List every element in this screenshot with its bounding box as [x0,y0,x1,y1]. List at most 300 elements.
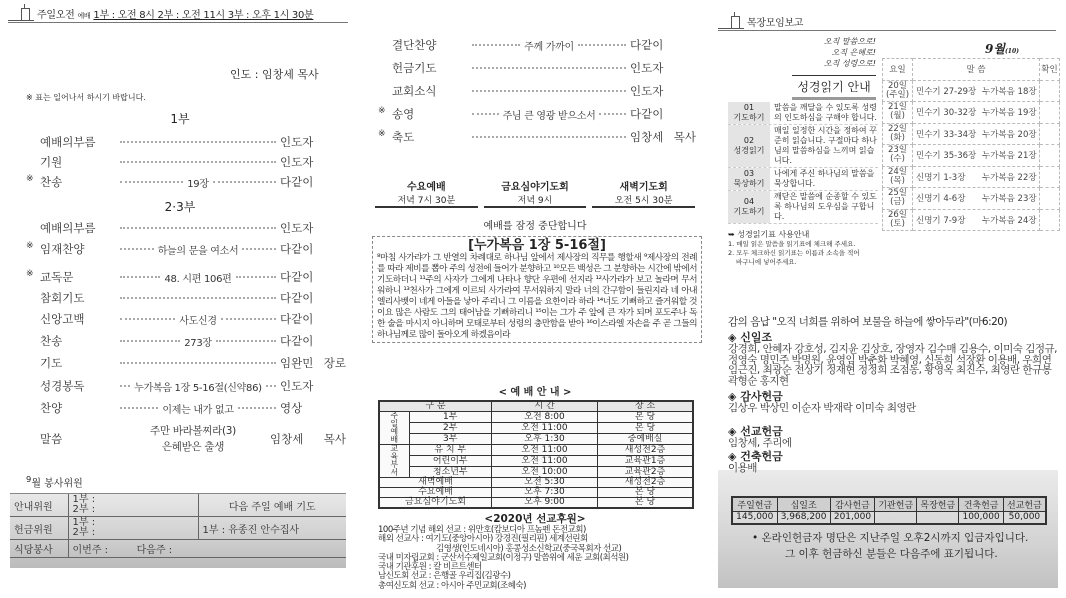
dot-leader [120,161,276,163]
schedule-cell: 중예배실 [598,434,693,445]
offering-value [875,512,917,524]
passage-nt: 누가복음 24장 [982,215,1037,226]
content-text: 이제는 내가 없고 [162,404,234,416]
liturgy-label [26,311,116,327]
liturgy-content [116,270,280,285]
liturgy-row [378,82,696,100]
dot-leader [236,276,276,278]
offering-header: 십일조 [777,497,830,512]
offering-value: 201,000 [830,512,875,524]
mission-line: 100주년 기념 해외 선교 : 위만호(캄보디아 프놈펜 돈전교회) [378,525,586,535]
dot-leader [120,181,183,183]
step-desc-text: 말씀을 깨달을 수 있도록 성령의 인도하심을 구해야 합니다. [774,103,877,122]
plan-passages [913,80,1040,102]
liturgy-person: 다같이 [280,175,314,189]
mission-line: 국내 미자립교회 : 군산서수제일교회(이정구) 말씀위에 세운 교회(최석원) [378,552,629,563]
section-names: 임창세, 주리에 [728,436,792,449]
dot-leader [216,340,276,342]
church-logo-icon [8,7,34,21]
liturgy-item: 축도 [392,130,415,144]
liturgy-label [378,129,468,145]
section-mission [728,426,1060,449]
liturgy-label [26,154,116,170]
section-tithe [728,332,1060,386]
dot-leader [213,181,276,183]
scripture-title: [누가복음 1장 5-16절] [468,238,606,253]
liturgy-row [26,173,346,191]
schedule-cell: 본 당 [598,423,693,434]
liturgy-row [378,128,696,146]
stand-mark [26,154,40,170]
liturgy-row [26,289,346,307]
weekly-time: 저녁 9시 [517,196,553,206]
liturgy-label [378,106,468,122]
stand-mark: ※ [378,129,386,139]
stand-mark: ※ [378,106,386,116]
dot-leader [472,113,499,115]
plan-check[interactable] [1040,102,1060,124]
liturgy-row [26,133,346,151]
passage-nt: 누가복음 22장 [982,172,1037,183]
slogan: 오직 말씀으로! [823,37,876,46]
day-date: 20일 [887,80,908,91]
passage-ot: 민수기 35-36장 [916,151,977,162]
liturgy-item: 교회소식 [392,84,437,98]
liturgy-label [26,134,116,150]
stand-mark [378,60,392,76]
col-header: 구 분 [379,401,491,412]
service-title [26,474,83,489]
church-logo-icon [718,15,744,29]
liturgy-person: 임완민 장로 [280,356,346,370]
reading-step [728,125,878,168]
liturgy-item: 참회기도 [40,291,85,305]
plan-check[interactable] [1040,123,1060,145]
schedule-cell: 수요예배 [379,488,491,498]
liturgy-person: 다같이 [630,38,664,52]
day-date: 21일 [887,102,908,113]
schedule-cell: 금요심야기도회 [379,498,491,509]
offering-table [731,496,1047,525]
slogan: 오직 은혜로! [831,48,876,57]
meal-next-week: 다음주 : [136,545,173,556]
liturgy-item: 예배의부름 [40,135,96,149]
plan-month-text: 9월 [985,42,1005,56]
liturgy-content [116,362,280,364]
liturgy-content [116,175,280,190]
liturgy-item: 예배의부름 [40,221,96,235]
passage-nt: 누가복음 18장 [982,86,1037,97]
dot-leader [472,90,626,92]
offering-header: 기관헌금 [875,497,917,512]
offering-1: 1부 : [72,517,96,528]
liturgy-content [116,312,280,327]
content-text: 하늘의 문을 여소서 [157,245,239,257]
step-desc-text: 매일 일정한 시간을 정하여 꾸준히 읽습니다. 구절마다 하나님의 말씀하심을 느끼며 읽습니다. [774,126,877,165]
schedule-row [379,456,693,467]
liturgy-label [378,83,468,99]
schedule-cell: 본 당 [598,412,693,423]
leader: 인도 : 임창세 목사 [230,68,319,81]
liturgy-label [26,290,116,306]
usage-item: 2. 모두 체크하신 읽기표는 이름과 소속을 적어 [728,249,860,257]
liturgy-label [26,378,116,394]
dot-leader [266,385,276,387]
liturgy-row [26,354,346,372]
dot-leader [120,248,154,250]
schedule-cell: 오후 9:00 [491,498,597,509]
usher-1: 1부 : [72,494,96,505]
liturgy-content [116,401,280,416]
passage-nt: 누가복음 19장 [982,108,1037,119]
plan-passages [913,209,1040,231]
passage-ot: 신명기 7-9장 [916,215,966,226]
liturgy-row [26,219,346,237]
dot-leader [221,318,276,320]
liturgy-person: 다같이 [630,107,664,121]
plan-check[interactable] [1040,80,1060,102]
stand-mark [378,83,392,99]
liturgy-label [26,241,116,257]
right-header [718,14,1056,31]
liturgy-content [468,90,630,92]
sermon-label: 말씀 [40,432,63,446]
mission-line: 국내 기관후원 : 칼 비르트센터 [378,562,482,573]
stand-mark [378,37,392,53]
dot-leader [472,136,626,138]
liturgy-item: 임재찬양 [40,242,85,256]
liturgy-content [468,136,630,138]
content-text: 주께 가까이 [524,41,574,53]
standing-note: ※ 표는 일어나서 하시기 바랍니다. [26,93,146,102]
offering-value: 145,000 [732,512,777,524]
scripture-text: ⁸마침 사가랴가 그 반열의 차례대로 하나님 앞에서 제사장의 직무를 행할새 ⁹제사장의 전례를 따라 제비를 뽑아 주의 성전에 들어가 분향하고 ¹⁰모든 백성은 그 분향하는 시간에 밖에서 기도하더니 ¹¹주의 사자가 그에게 나타나 향단 우편에 선지라 ¹²사가랴가 보고 놀라며 무서워하니 ¹³천사가 그에게 이르되 사가랴여 무서워하지 말라 너의 간구함이 들린지라 네 아내 엘리사벳이 네게 아들을 낳아 주리니 그 이름을 요한이라 하라 ¹⁴너도 기뻐하고 즐거워할 것이요 많은 사람도 그의 태어남을 기뻐하리니 ¹⁵이는 그가 주 앞에 큰 자가 되며 포도주나 독한 술을 마시지 아니하며 모태로부터 성령의 충만함을 받아 ¹⁶이스라엘 자손을 주 곧 그들의 하나님께로 많이 돌아오게 하겠음이라 [377,253,697,340]
liturgy-item: 신앙고백 [40,312,85,326]
suspend-notice: 예배를 잠정 중단합니다 [483,221,587,232]
usage-title: 성경읽기표 사용안내 [737,230,810,239]
step-desc [770,125,878,167]
liturgy-content [116,242,280,257]
liturgy-row [26,310,346,328]
stand-mark: ※ [26,174,34,184]
schedule-cell: 오전 10:00 [491,467,597,478]
group-name: 주일예배 [379,412,409,445]
stand-mark [26,134,40,150]
liturgy-content [468,107,630,122]
passage-ot: 신명기 4-6장 [916,194,966,205]
content-text: 19장 [187,178,209,190]
schedule-cell: 1부 [409,412,491,423]
schedule-cell: 오전 11:00 [491,445,597,456]
step-desc-text: 깨닫은 말씀에 순종할 수 있도록 하나님의 도우심을 구합니다. [774,192,877,221]
guide-title: < 예 배 안 내 > [498,387,572,398]
section-thanks [728,391,1060,414]
liturgy-content [116,161,280,163]
liturgy-item: 찬송 [40,334,63,348]
liturgy-row [26,268,346,286]
offering-header: 건축헌금 [959,497,1004,512]
plan-passages [913,166,1040,188]
weekly-name: 수요예배 [407,182,446,193]
slogan: 오직 성령으로! [823,59,876,68]
liturgy-label [26,269,116,285]
liturgy-item: 기도 [40,356,63,370]
reading-step [728,191,878,224]
step-number: 02 [743,136,755,145]
mission-line: 총여신도회 선교 : 아시아 주민교회(조혜숙) [378,580,526,591]
role-offering: 헌금위원 [10,517,68,540]
day-weekday: (화) [890,132,905,143]
liturgy-row [378,105,696,123]
dot-leader [120,276,160,278]
mission-line: 남신도회 선교 : 은행골 우리집(김광수) [378,571,511,582]
part1-title: 1부 [170,112,190,126]
passage-ot: 신명기 1-3장 [916,172,966,183]
plan-day [883,188,913,210]
step-key [728,125,770,167]
plan-passages [913,145,1040,167]
section-names: 김상우 박상민 이순자 박재락 이미숙 최영란 [728,402,916,414]
schedule-cell: 교육관2층 [598,467,693,478]
stand-mark: ※ [26,241,34,251]
plan-day [883,102,913,124]
liturgy-person: 다같이 [280,291,314,305]
dot-leader [120,362,276,364]
offering-value: 3,968,200 [777,512,830,524]
schedule-row [379,445,693,456]
step-name: 묵상하기 [733,179,765,188]
plan-day [883,209,913,231]
schedule-cell: 오후 7:30 [491,488,597,498]
usage-item: 1. 매일 읽은 말씀을 읽기표에 체크해 주세요. [728,240,856,248]
step-number: 01 [743,103,755,112]
plan-day [883,123,913,145]
section-building [728,451,1060,474]
group-name: 교육부서 [379,445,409,478]
stand-mark [26,311,40,327]
day-weekday: (토) [890,218,905,229]
plan-row [883,123,1060,145]
content-text: 사도신경 [179,315,217,327]
liturgy-row [378,36,696,54]
step-name: 성경읽기 [733,146,765,155]
liturgy-row [26,399,346,417]
header-title: 목장모임보고 [747,18,804,29]
weekly-time: 오전 5시 30분 [614,196,673,206]
schedule-cell: 오전 8:00 [491,412,597,423]
passage-nt: 누가복음 23장 [982,194,1037,205]
plan-day [883,166,913,188]
liturgy-person: 영상 [280,401,303,415]
liturgy-person: 인도자 [280,155,314,169]
dot-leader [120,340,180,342]
day-weekday: (주일) [885,89,910,100]
day-date: 22일 [887,123,908,134]
dot-leader [599,113,626,115]
stand-mark [26,400,40,416]
scripture-box [372,236,702,343]
offering-header: 선교헌금 [1003,497,1046,512]
offering-value: 100,000 [959,512,1004,524]
dot-leader [120,141,276,143]
meal-this-week: 이번주 : [72,545,109,556]
plan-check[interactable] [1040,145,1060,167]
schedule-cell: 새성전2층 [598,445,693,456]
liturgy-item: 찬송 [40,175,63,189]
schedule-row [379,467,693,478]
header-title-small: 예배 [77,12,91,20]
content-text: 273장 [184,337,212,349]
liturgy-label [378,37,468,53]
step-key [728,168,770,190]
liturgy-content [116,334,280,349]
schedule-row [379,488,693,498]
reading-step [728,102,878,125]
plan-check[interactable] [1040,188,1060,210]
liturgy-item: 송영 [392,107,415,121]
stand-mark [26,220,40,236]
liturgy-row [26,240,346,258]
liturgy-row [26,153,346,171]
passage-ot: 민수기 30-32장 [916,108,977,119]
content-text: 누가복음 1장 5-16절(신약86) [134,382,262,394]
service-table [10,493,346,568]
dot-leader [120,407,158,409]
step-name: 기도하기 [733,207,765,216]
step-desc-text: 나에게 주신 하나님의 말씀을 묵상합니다. [774,169,875,188]
usage-item: 바구니에 넣어주세요. [736,258,797,266]
dot-leader [120,227,276,229]
plan-check[interactable] [1040,209,1060,231]
schedule-cell: 새벽예배 [379,478,491,488]
day-date: 24일 [887,166,908,177]
plan-check[interactable] [1040,166,1060,188]
day-weekday: (월) [890,111,905,122]
step-desc [770,168,878,190]
plan-day [883,145,913,167]
next-prayer-title: 다음 주일 예배 기도 [198,494,346,517]
section-names: 이용배 [728,462,757,474]
offering-verse: 감의 음납 "오직 너희를 위하여 보물을 하늘에 쌓아두라"(마6:20) [728,316,1008,328]
plan-row [883,188,1060,210]
schedule-cell: 2부 [409,423,491,434]
left-header [8,6,348,23]
section-title: ◈ 감사헌금 [728,390,783,403]
passage-nt: 누가복음 21장 [982,151,1037,162]
day-date: 26일 [887,209,908,220]
liturgy-item: 성경봉독 [40,379,85,393]
dot-leader [472,67,626,69]
usage-guide: ➥ 성경읽기표 사용안내 1. 매일 읽은 말씀을 읽기표에 체크해 주세요. 2. 모두 체크하신 읽기표는 이름과 소속을 적어 바구니에 넣어주세요. [728,230,876,267]
schedule-cell: 오전 11:00 [491,456,597,467]
reading-plan-table [882,58,1060,231]
liturgy-item: 결단찬양 [392,38,437,52]
role-usher: 안내위원 [10,494,68,517]
liturgy-content [468,67,630,69]
sermon-series: 주만 바라볼찌라(3) [150,425,236,437]
dot-leader [242,248,276,250]
schedule-cell: 오전 5:30 [491,478,597,488]
stand-mark [26,333,40,349]
step-desc [770,102,878,124]
schedule-cell: 본 당 [598,488,693,498]
liturgy-person: 인도자 [630,61,664,75]
col-header: 요일 [883,59,913,81]
liturgy-content [468,38,630,53]
step-key [728,191,770,223]
worship-guide-table [378,400,694,509]
schedule-cell: 3부 [409,434,491,445]
part23-title: 2·3부 [164,200,196,214]
plan-row [883,80,1060,102]
reading-title: 성경읽기 안내 [792,75,876,100]
liturgy-item: 기원 [40,155,63,169]
mission-line: 해외 선교사 : 여기도(중앙아시아) 강경진(필리핀) 세계선린회 [378,534,588,545]
liturgy-item: 헌금기도 [392,61,437,75]
passage-ot: 민수기 27-29장 [916,86,977,97]
content-text: 주님 큰 영광 받으소서 [502,110,596,122]
schedule-row [379,423,693,434]
schedule-row [379,434,693,445]
weekly-name: 금요심야기도회 [501,182,569,193]
usher-2: 2부 : [72,504,96,515]
weekly-name: 새벽기도회 [619,182,668,193]
liturgy-content [116,379,280,394]
background-photo [718,470,1058,588]
liturgy-row [378,59,696,77]
liturgy-person: 인도자 [630,84,664,98]
dot-leader [472,44,520,46]
service-times: 1부 : 오전 8시 2부 : 오전 11시 3부 : 오후 1시 30분 [93,10,314,21]
schedule-cell: 오전 11:00 [491,423,597,434]
section-title: ◈ 선교헌금 [728,424,783,438]
schedule-row [379,478,693,488]
offering-header: 감사헌금 [830,497,875,512]
step-desc [770,191,878,223]
liturgy-person: 다같이 [280,312,314,326]
liturgy-person: 인도자 [280,379,314,393]
liturgy-item: 찬양 [40,401,63,415]
step-number: 04 [743,197,755,206]
plan-row [883,209,1060,231]
liturgy-person: 인도자 [280,221,314,235]
step-key [728,102,770,124]
plan-passages [913,123,1040,145]
liturgy-label [378,60,468,76]
dot-leader [120,297,276,299]
section-title: ◈ 신일조 [728,331,773,344]
role-meal: 식당봉사 [10,540,68,558]
offering-value: 50,000 [1003,512,1046,524]
sermon-preacher: 임창세 목사 [270,432,346,446]
sermon-row [26,422,346,456]
passage-nt: 누가복음 20장 [982,129,1037,140]
day-date: 25일 [887,188,908,199]
liturgy-item: 교독문 [40,270,74,284]
plan-passages [913,188,1040,210]
service-month: 9 [26,474,32,484]
offering-header: 주일헌금 [732,497,777,512]
schedule-cell: 오후 1:30 [491,434,597,445]
online-notice-2: 그 이후 헌금하신 분들은 다음주에 표기됩니다. [785,548,998,560]
online-notice-1: • 온라인헌금자 명단은 지난주일 오후2시까지 입금자입니다. [752,532,1029,544]
schedule-row [379,498,693,509]
dot-leader [120,318,175,320]
step-name: 기도하기 [733,113,765,122]
schedule-cell: 청소년부 [409,467,491,478]
plan-row [883,145,1060,167]
weekly-time: 저녁 7시 30분 [397,196,456,206]
